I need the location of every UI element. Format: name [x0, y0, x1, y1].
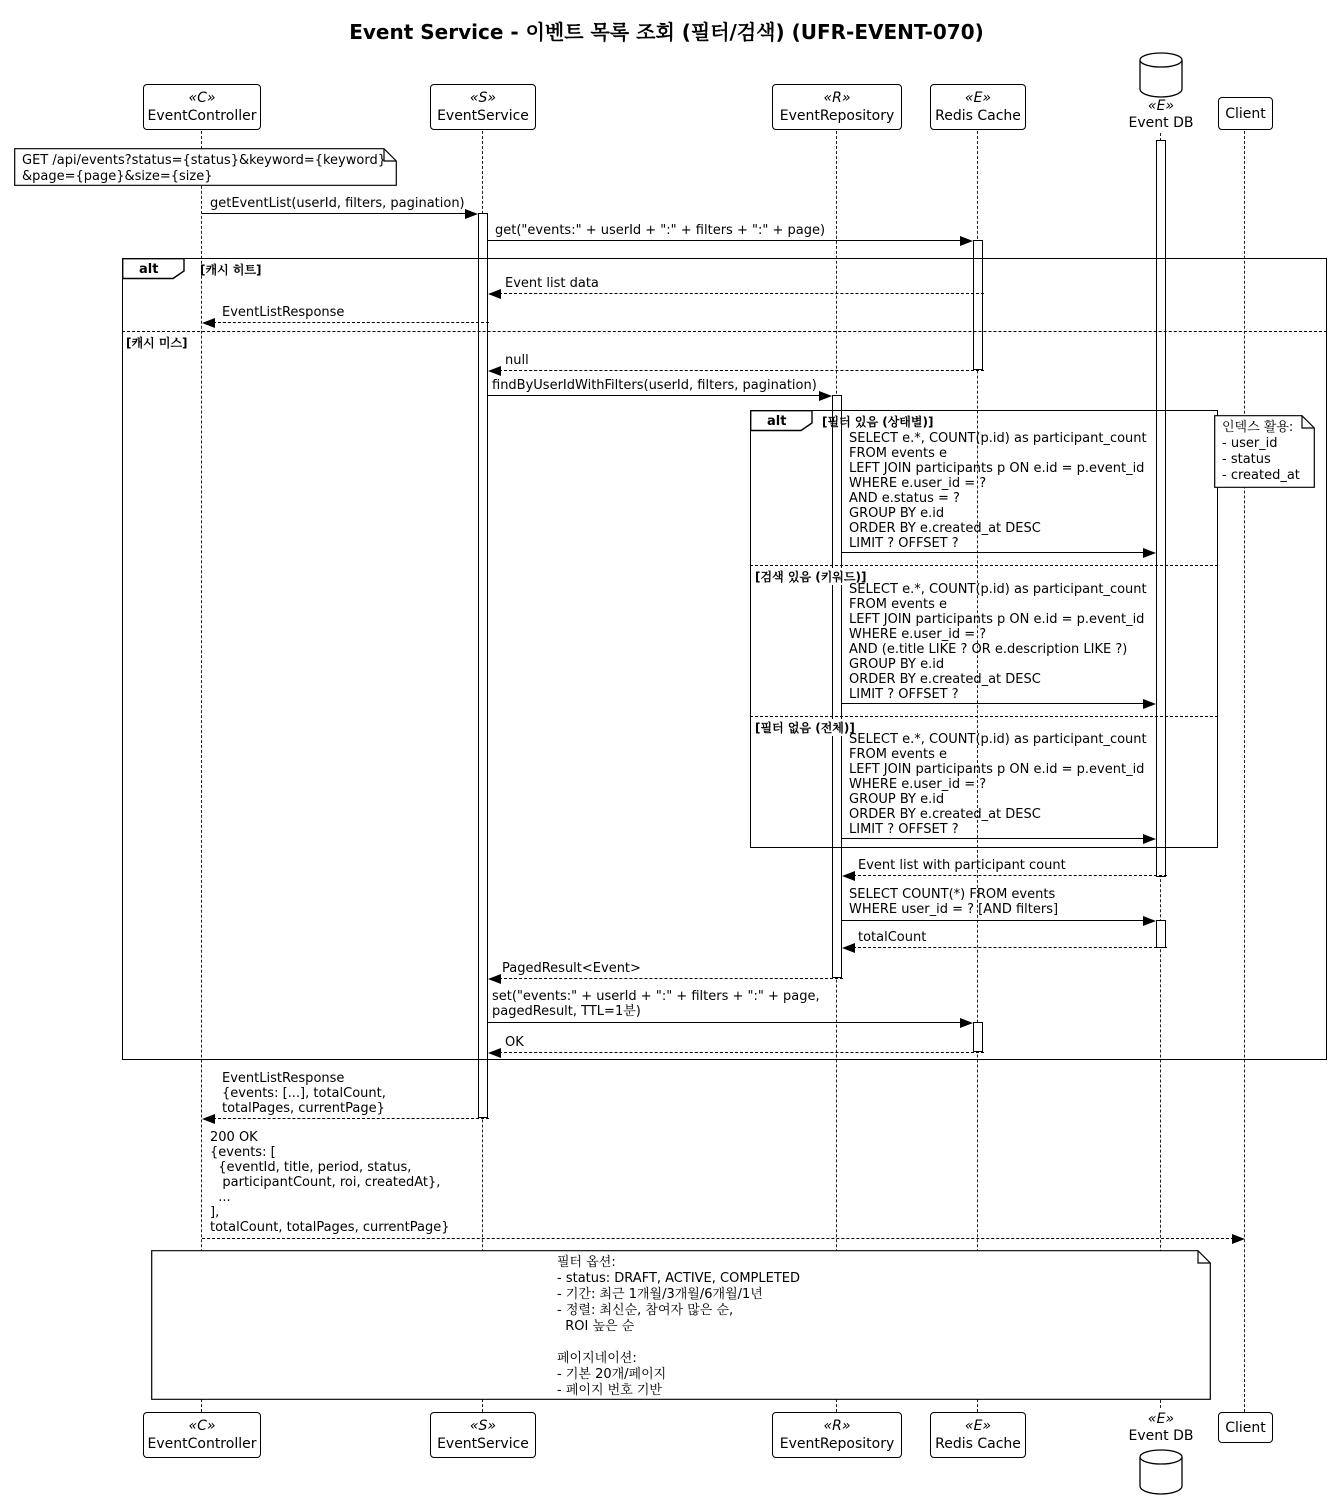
participant-event-service-top [430, 84, 536, 130]
text-line: Event list data [505, 276, 599, 291]
text-line: GET /api/events?status={status}&keyword={keyword} [22, 153, 386, 168]
message-line-cache-get [488, 240, 962, 241]
text-line: set("events:" + userId + ":" + filters + ":" + page, [492, 989, 820, 1004]
message-label-http-200-ok [210, 1130, 449, 1235]
text-line: - created_at [1222, 468, 1300, 483]
participant-event-controller-bottom [143, 1412, 261, 1458]
participant-name: Redis Cache [935, 108, 1021, 124]
participant-event-repository-bottom [772, 1412, 902, 1458]
message-label-cache-get [495, 223, 825, 238]
participant-redis-cache-top [930, 84, 1026, 130]
frame-divider-label-alt-filter-1: [필터 없음 (전체)] [755, 721, 855, 735]
participant-name: EventService [437, 1436, 529, 1452]
message-line-cache-null [499, 370, 984, 371]
participant-event-db-bottom-label [1101, 1411, 1221, 1445]
text-line: AND (e.title LIKE ? OR e.description LIKE ?) [849, 642, 1128, 657]
text-line: - user_id [1222, 436, 1278, 451]
frame-tab-alt-filter [750, 410, 814, 432]
text-line: - 기본 20개/페이지 [557, 1367, 667, 1382]
text-line: GROUP BY e.id [849, 506, 945, 521]
participant-name: Event DB [1128, 1428, 1194, 1444]
message-label-event-list-response-miss [222, 1071, 386, 1116]
message-label-sql-search-keyword [849, 582, 1147, 702]
participant-client-top [1218, 97, 1273, 130]
participant-redis-cache-bottom [930, 1412, 1026, 1458]
participant-name: EventRepository [779, 1436, 895, 1452]
text-line: - status: DRAFT, ACTIVE, COMPLETED [557, 1271, 801, 1286]
participant-name: EventController [147, 108, 257, 124]
participant-stereotype: «R» [823, 90, 851, 106]
arrowhead-sql-count [1143, 916, 1156, 926]
text-line: GROUP BY e.id [849, 657, 945, 672]
text-line: 페이지네이션: [557, 1351, 637, 1366]
participant-event-repository-top [772, 84, 902, 130]
frame-divider-alt-filter-1 [750, 716, 1218, 717]
arrowhead-event-list-response-miss [202, 1114, 215, 1124]
message-label-event-list-response-hit [222, 305, 344, 320]
text-line: PagedResult<Event> [502, 961, 641, 976]
participant-event-controller-top [143, 84, 261, 130]
message-label-cache-null [505, 353, 529, 368]
text-line: ORDER BY e.created_at DESC [849, 807, 1041, 822]
message-label-event-list-with-count [858, 858, 1066, 873]
frame-tab-alt-cache [122, 258, 186, 280]
text-line: AND e.status = ? [849, 491, 960, 506]
message-line-paged-result [499, 978, 843, 979]
note-text-note-index-usage [1222, 420, 1300, 484]
diagram-title: Event Service - 이벤트 목록 조회 (필터/검색) (UFR-EVENT-070) [349, 20, 984, 44]
text-line: - 기간: 최근 1개월/3개월/6개월/1년 [557, 1287, 763, 1302]
message-line-sql-filter-status [842, 552, 1145, 553]
text-line: EventListResponse [222, 305, 345, 320]
text-line: totalCount, totalPages, currentPage} [210, 1220, 450, 1235]
text-line: LEFT JOIN participants p ON e.id = p.event_id [849, 762, 1145, 777]
message-label-get-event-list [210, 196, 465, 211]
participant-name: EventRepository [779, 108, 895, 124]
text-line: SELECT e.*, COUNT(p.id) as participant_count [849, 732, 1147, 747]
participant-event-db-top-label [1101, 98, 1221, 132]
text-line: FROM events e [849, 747, 948, 762]
participant-stereotype: «E» [1147, 1411, 1175, 1427]
arrowhead-find-by-user-id-with-filters [819, 391, 832, 401]
text-line: - status [1222, 452, 1271, 467]
arrowhead-event-list-with-count [842, 871, 855, 881]
frame-divider-label-alt-cache-0: [캐시 미스] [126, 336, 188, 350]
frame-operator-label: alt [139, 262, 159, 277]
text-line: get("events:" + userId + ":" + filters + ":" + page) [495, 223, 826, 238]
arrowhead-cache-null [488, 366, 501, 376]
text-line: LIMIT ? OFFSET ? [849, 822, 959, 837]
text-line: ... [210, 1190, 231, 1205]
participant-name: Redis Cache [935, 1436, 1021, 1452]
message-line-cache-set-ok [499, 1052, 984, 1053]
participant-name: EventController [147, 1436, 257, 1452]
message-line-get-event-list [202, 213, 467, 214]
message-label-sql-filter-status [849, 431, 1147, 551]
participant-name: EventService [437, 108, 529, 124]
text-line: WHERE user_id = ? [AND filters] [849, 902, 1059, 917]
text-line: WHERE e.user_id = ? [849, 476, 987, 491]
text-line: WHERE e.user_id = ? [849, 777, 987, 792]
participant-stereotype: «S» [469, 1418, 497, 1434]
text-line: 200 OK [210, 1130, 258, 1145]
text-line: LIMIT ? OFFSET ? [849, 687, 959, 702]
text-line: ORDER BY e.created_at DESC [849, 672, 1041, 687]
participant-name: Client [1225, 1419, 1266, 1436]
participant-stereotype: «R» [823, 1418, 851, 1434]
participant-stereotype: «E» [964, 90, 992, 106]
text-line: WHERE e.user_id = ? [849, 627, 987, 642]
note-text-note-filter-options [557, 1255, 800, 1399]
text-line: totalCount [858, 930, 927, 945]
text-line: totalPages, currentPage} [222, 1101, 385, 1116]
participant-event-service-bottom [430, 1412, 536, 1458]
text-line: {eventId, title, period, status, [210, 1160, 412, 1175]
message-label-cache-set-ok [505, 1035, 524, 1050]
participant-stereotype: «C» [188, 90, 216, 106]
message-label-sql-count [849, 887, 1058, 917]
note-text-note-get-request [22, 153, 386, 185]
text-line: LEFT JOIN participants p ON e.id = p.event_id [849, 612, 1145, 627]
arrowhead-cache-set [960, 1018, 973, 1028]
participant-stereotype: «C» [188, 1418, 216, 1434]
text-line: ROI 높은 순 [557, 1319, 635, 1334]
message-label-cache-set [492, 989, 820, 1019]
message-line-total-count [853, 947, 1167, 948]
text-line: SELECT e.*, COUNT(p.id) as participant_count [849, 582, 1147, 597]
frame-divider-alt-cache-0 [122, 331, 1327, 332]
arrowhead-cache-hit-data [488, 289, 501, 299]
message-line-sql-no-filter [842, 838, 1145, 839]
message-label-total-count [858, 930, 926, 945]
text-line: 필터 옵션: [557, 1255, 616, 1270]
arrowhead-get-event-list [465, 209, 478, 219]
text-line: EventListResponse [222, 1071, 345, 1086]
text-line: FROM events e [849, 446, 948, 461]
text-line [557, 1335, 800, 1351]
message-label-paged-result [502, 961, 641, 976]
database-icon-event-db-top [1139, 52, 1183, 98]
text-line: Event list with participant count [858, 858, 1066, 873]
text-line: 인덱스 활용: [1222, 420, 1294, 435]
participant-stereotype: «E» [964, 1418, 992, 1434]
frame-divider-label-alt-filter-0: [검색 있음 (키워드)] [755, 570, 867, 584]
message-line-cache-set [488, 1022, 962, 1023]
text-line: {events: [...], totalCount, [222, 1086, 386, 1101]
text-line: null [505, 353, 529, 368]
text-line: findByUserIdWithFilters(userId, filters, pagination) [492, 378, 817, 393]
frame-guard-alt-filter: [필터 있음 (상태별)] [822, 415, 934, 429]
text-line: - 페이지 번호 기반 [557, 1383, 662, 1398]
message-label-cache-hit-data [505, 276, 599, 291]
frame-divider-alt-filter-0 [750, 565, 1218, 566]
text-line: LEFT JOIN participants p ON e.id = p.event_id [849, 461, 1145, 476]
database-icon-event-db-bottom [1139, 1449, 1183, 1495]
text-line: FROM events e [849, 597, 948, 612]
arrowhead-paged-result [488, 974, 501, 984]
frame-guard-alt-cache: [캐시 히트] [200, 263, 262, 277]
participant-stereotype: «S» [469, 90, 497, 106]
message-label-find-by-user-id-with-filters [492, 378, 817, 393]
text-line: &page={page}&size={size} [22, 169, 213, 184]
text-line: SELECT COUNT(*) FROM events [849, 887, 1056, 902]
message-line-find-by-user-id-with-filters [488, 395, 821, 396]
text-line: GROUP BY e.id [849, 792, 945, 807]
frame-operator-label: alt [767, 414, 787, 429]
text-line: LIMIT ? OFFSET ? [849, 536, 959, 551]
message-label-sql-no-filter [849, 732, 1147, 837]
text-line: ], [210, 1205, 220, 1220]
text-line: pagedResult, TTL=1분) [492, 1004, 641, 1019]
text-line: getEventList(userId, filters, pagination) [210, 196, 465, 211]
arrowhead-event-list-response-hit [202, 318, 215, 328]
message-line-cache-hit-data [499, 293, 984, 294]
text-line: {events: [ [210, 1145, 276, 1160]
arrowhead-total-count [842, 943, 855, 953]
message-line-sql-count [842, 920, 1145, 921]
text-line: SELECT e.*, COUNT(p.id) as participant_count [849, 431, 1147, 446]
participant-name: Event DB [1128, 115, 1194, 131]
message-line-event-list-response-hit [213, 322, 489, 323]
text-line: - 정렬: 최신순, 참여자 많은 순, [557, 1303, 734, 1318]
message-line-event-list-with-count [853, 875, 1167, 876]
arrowhead-cache-set-ok [488, 1048, 501, 1058]
message-line-http-200-ok [202, 1238, 1234, 1239]
text-line: ORDER BY e.created_at DESC [849, 521, 1041, 536]
arrowhead-http-200-ok [1232, 1234, 1245, 1244]
message-line-event-list-response-miss [213, 1118, 489, 1119]
text-line: participantCount, roi, createdAt}, [210, 1175, 441, 1190]
message-line-sql-search-keyword [842, 703, 1145, 704]
participant-stereotype: «E» [1147, 98, 1175, 114]
text-line: OK [505, 1035, 524, 1050]
arrowhead-cache-get [960, 236, 973, 246]
participant-name: Client [1225, 105, 1266, 122]
participant-client-bottom [1218, 1412, 1273, 1443]
